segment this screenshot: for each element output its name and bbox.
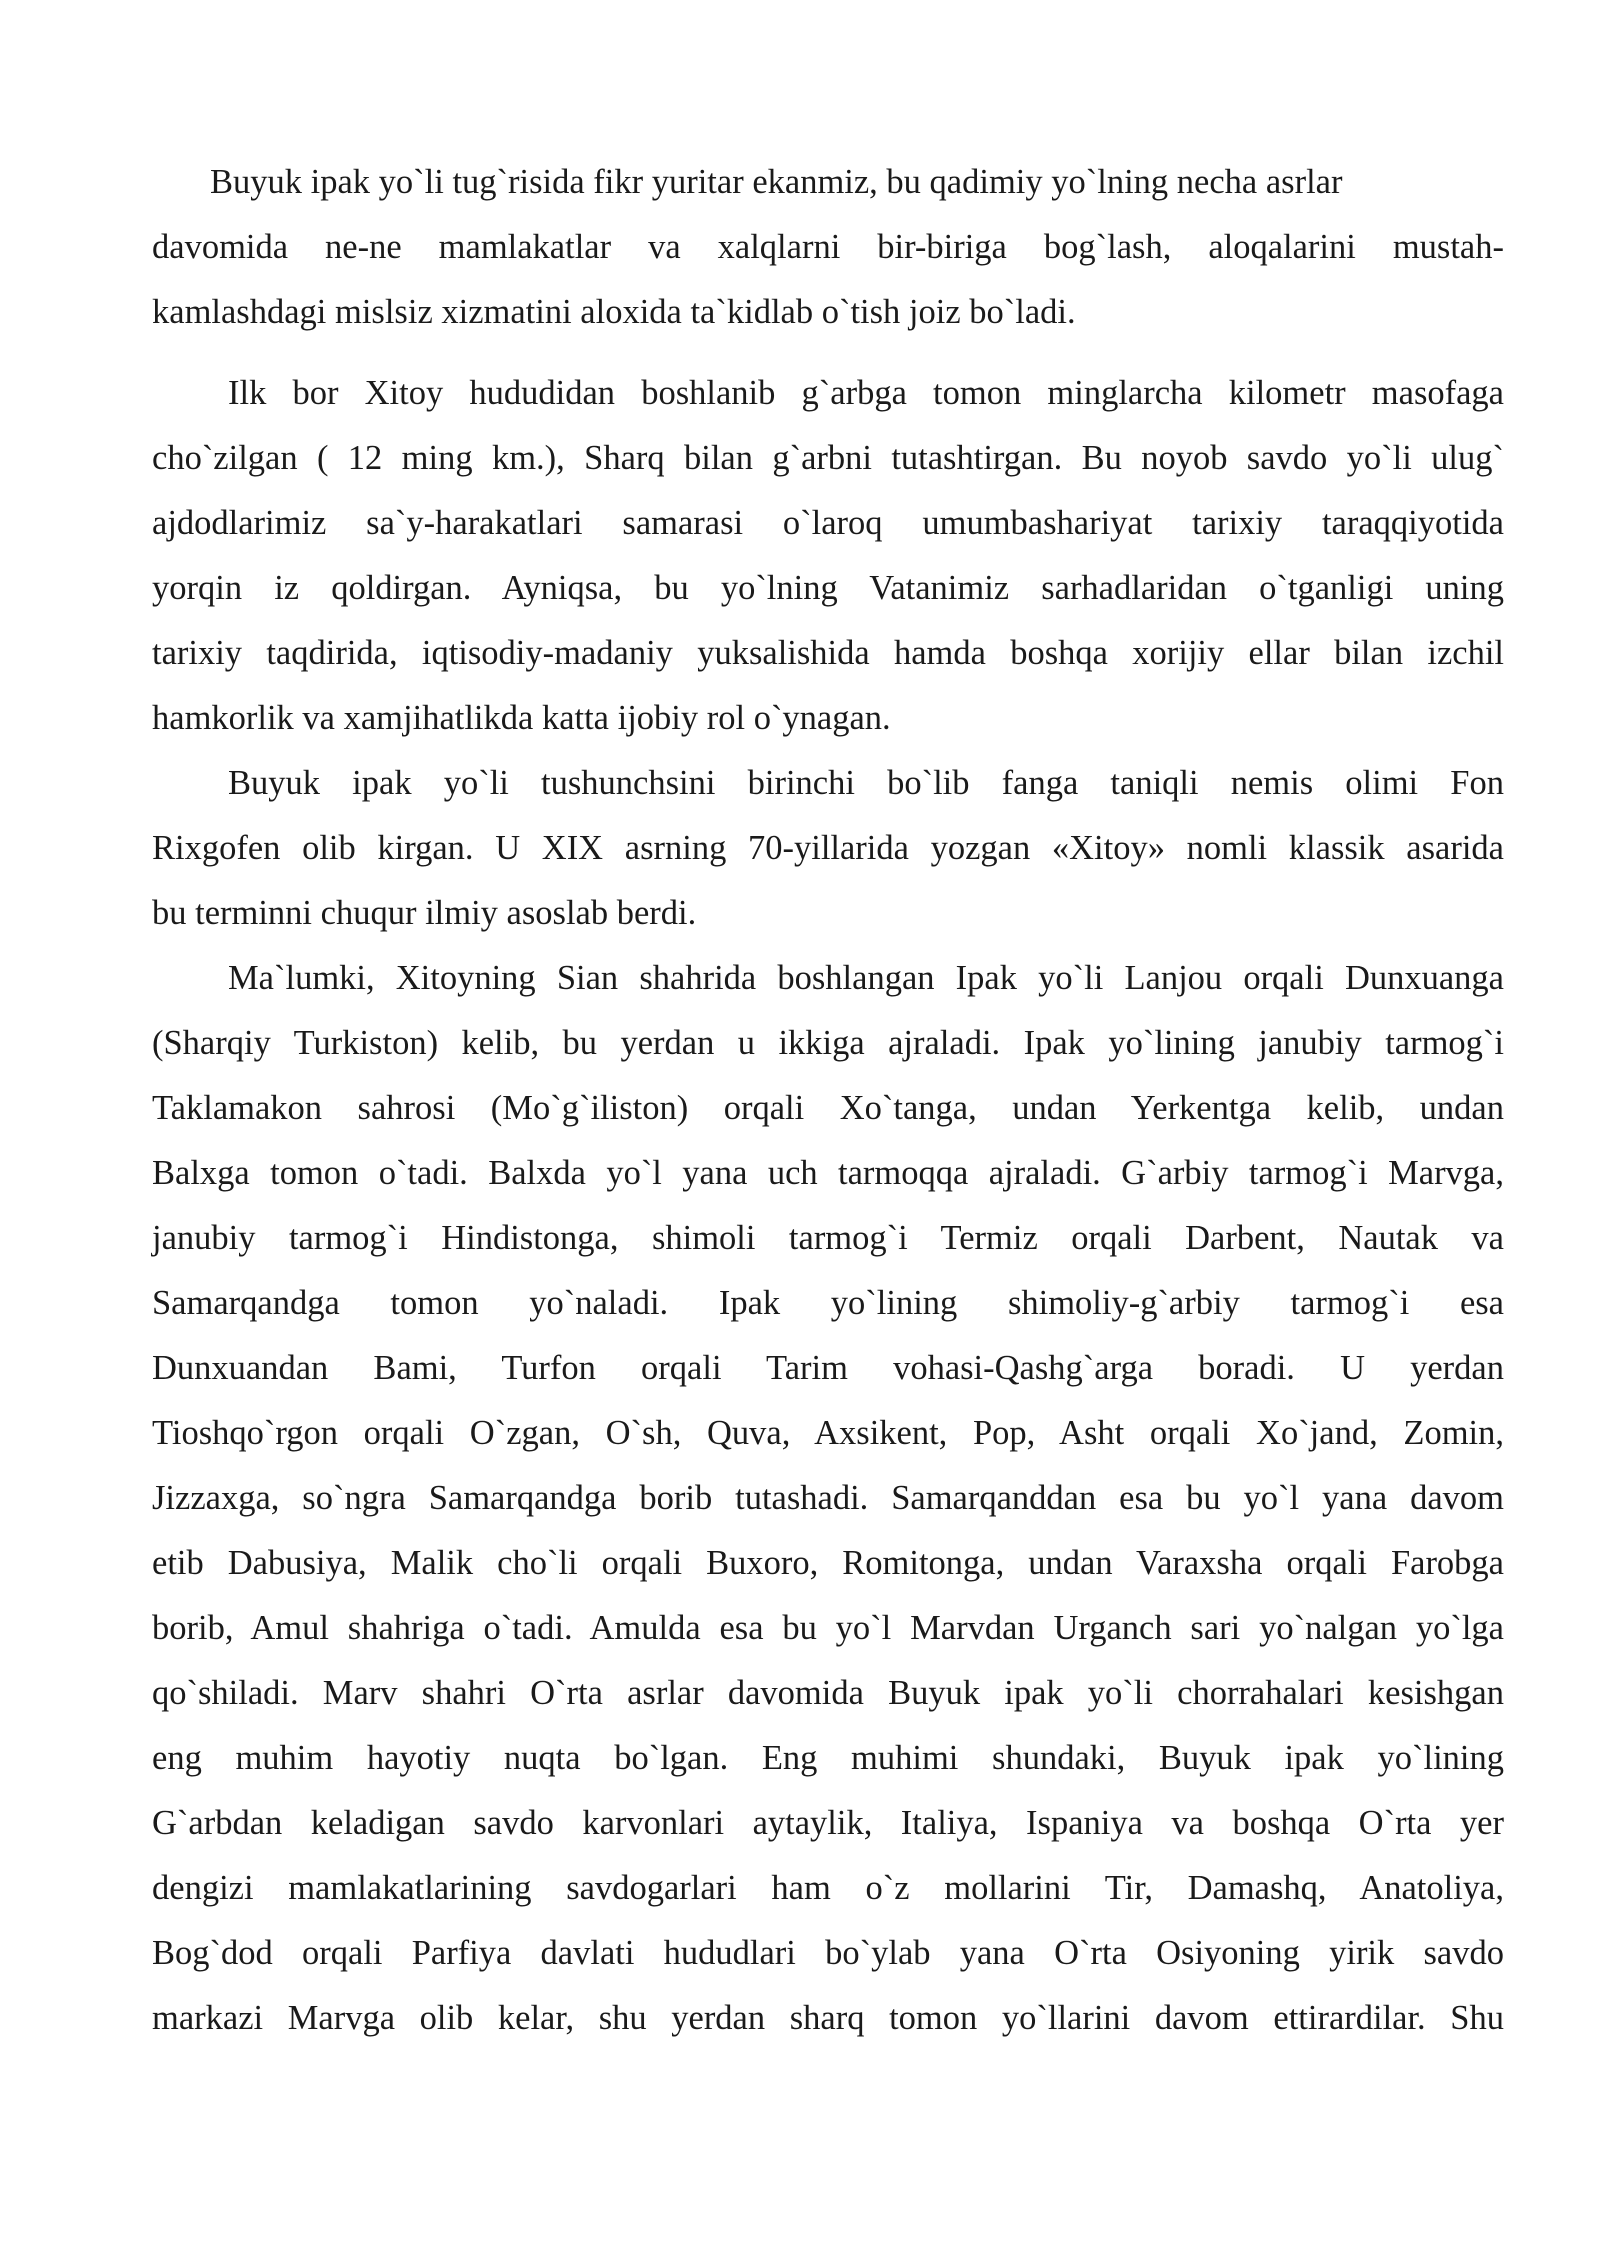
text-line: borib, Amul shahriga o`tadi. Amulda esa bu yo`l Marvdan Urganch sari yo`nalgan yo`lga [152,1609,1504,1647]
paragraph-route-description [152,946,1504,2051]
text-line: Balxga tomon o`tadi. Balxda yo`l yana uch tarmoqqa ajraladi. G`arbiy tarmog`i Marvga, [152,1154,1504,1192]
text-line: qo`shiladi. Marv shahri O`rta asrlar davomida Buyuk ipak yo`li chorrahalari kesishgan [152,1674,1504,1712]
text-line: dengizi mamlakatlarining savdogarlari ham o`z mollarini Tir, Damashq, Anatoliya, [152,1869,1504,1907]
text-line: Ilk bor Xitoy hududidan boshlanib g`arbga tomon minglarcha kilometr masofaga [228,374,1504,412]
text-line: eng muhim hayotiy nuqta bo`lgan. Eng muhimi shundaki, Buyuk ipak yo`lining [152,1739,1504,1777]
text-line: Jizzaxga, so`ngra Samarqandga borib tutashadi. Samarqanddan esa bu yo`l yana davom [152,1479,1504,1517]
text-line: janubiy tarmog`i Hindistonga, shimoli tarmog`i Termiz orqali Darbent, Nautak va [152,1219,1504,1257]
paragraph-term-origin [152,751,1504,946]
text-line: cho`zilgan ( 12 ming km.), Sharq bilan g`arbni tutashtirgan. Bu noyob savdo yo`li ulug` [152,439,1504,477]
text-line: Buyuk ipak yo`li tug`risida fikr yuritar ekanmiz, bu qadimiy yo`lning necha asrlar [210,163,1343,201]
text-line: Bog`dod orqali Parfiya davlati hududlari bo`ylab yana O`rta Osiyoning yirik savdo [152,1934,1504,1972]
text-line: G`arbdan keladigan savdo karvonlari aytaylik, Italiya, Ispaniya va boshqa O`rta yer [152,1804,1504,1842]
text-line: davomida ne-ne mamlakatlar va xalqlarni bir-biriga bog`lash, aloqalarini mustah- [152,228,1504,266]
text-line: Ma`lumki, Xitoyning Sian shahrida boshlangan Ipak yo`li Lanjou orqali Dunxuanga [228,959,1504,997]
text-line: Tioshqo`rgon orqali O`zgan, O`sh, Quva, Axsikent, Pop, Asht orqali Xo`jand, Zomin, [152,1414,1504,1452]
text-line: Buyuk ipak yo`li tushunchsini birinchi bo`lib fanga taniqli nemis olimi Fon [228,764,1504,802]
text-line: Taklamakon sahrosi (Mo`g`iliston) orqali Xo`tanga, undan Yerkentga kelib, undan [152,1089,1504,1127]
text-line: tarixiy taqdirida, iqtisodiy-madaniy yuksalishida hamda boshqa xorijiy ellar bilan izchil [152,634,1504,672]
text-line: (Sharqiy Turkiston) kelib, bu yerdan u ikkiga ajraladi. Ipak yo`lining janubiy tarmog`i [152,1024,1504,1062]
paragraph-china-origin [152,361,1504,751]
text-line: Dunxuandan Bami, Turfon orqali Tarim vohasi-Qashg`arga boradi. U yerdan [152,1349,1504,1387]
text-line: yorqin iz qoldirgan. Ayniqsa, bu yo`lning Vatanimiz sarhadlaridan o`tganligi uning [152,569,1504,607]
text-line: bu terminni chuqur ilmiy asoslab berdi. [152,894,697,932]
text-line: kamlashdagi mislsiz xizmatini aloxida ta`kidlab o`tish joiz bo`ladi. [152,293,1076,331]
text-line: hamkorlik va xamjihatlikda katta ijobiy rol o`ynagan. [152,699,891,737]
paragraph-silk-road-intro [152,150,1504,345]
text-line: Samarqandga tomon yo`naladi. Ipak yo`lining shimoliy-g`arbiy tarmog`i esa [152,1284,1504,1322]
text-line: markazi Marvga olib kelar, shu yerdan sharq tomon yo`llarini davom ettirardilar. Shu [152,1999,1504,2037]
text-line: ajdodlarimiz sa`y-harakatlari samarasi o`laroq umumbashariyat tarixiy taraqqiyotida [152,504,1504,542]
text-line: Rixgofen olib kirgan. U XIX asrning 70-yillarida yozgan «Xitoy» nomli klassik asarida [152,829,1504,867]
document-body [152,150,1504,2051]
text-line: etib Dabusiya, Malik cho`li orqali Buxoro, Romitonga, undan Varaxsha orqali Farobga [152,1544,1504,1582]
